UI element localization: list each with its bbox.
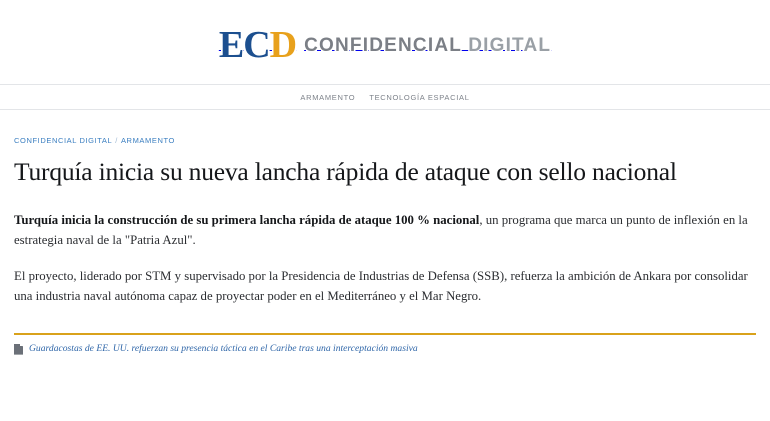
- breadcrumb-item-armamento[interactable]: ARMAMENTO: [120, 136, 175, 145]
- logo-word-digital: DIGITAL: [468, 34, 552, 56]
- breadcrumb-item-confidencial-digital[interactable]: CONFIDENCIAL DIGITAL: [14, 136, 113, 145]
- site-masthead: [0, 0, 770, 64]
- document-icon: [14, 344, 23, 355]
- site-logo[interactable]: [219, 26, 551, 64]
- breadcrumb: [14, 136, 756, 145]
- article-lead-rest: , un programa que marca un punto de inflexión en la estrategia naval de la "Patria Azul".: [14, 213, 748, 248]
- related-article-link[interactable]: Guardacostas de EE. UU. refuerzan su presencia táctica en el Caribe tras una interceptación masiva: [29, 342, 418, 354]
- logo-word-confidencial: CONFIDENCIAL: [304, 34, 462, 56]
- nav-item-armamento[interactable]: ARMAMENTO: [300, 92, 356, 102]
- article-paragraph: El proyecto, liderado por STM y supervisado por la Presidencia de Industrias de Defensa (SSB), refuerza la ambición de Ankara por consolidar una industria naval autónoma capaz de proyectar poder en el Mediterráneo y el Mar Negro.: [14, 268, 748, 303]
- logo-letter-c: C: [243, 24, 270, 66]
- nav-item-tecnologia-espacial[interactable]: TECNOLOGÍA ESPACIAL: [369, 92, 470, 102]
- article-lead: [14, 211, 756, 251]
- article-lead-bold: Turquía inicia la construcción de su primera lancha rápida de ataque 100 % nacional: [14, 213, 480, 228]
- main-navigation: [0, 84, 770, 110]
- related-article: [14, 333, 756, 355]
- logo-letter-d: D: [269, 24, 297, 66]
- logo-letter-e: E: [218, 24, 244, 66]
- breadcrumb-separator: /: [115, 136, 118, 145]
- article-body: [0, 136, 770, 355]
- page-title: Turquía inicia su nueva lancha rápida de ataque con sello nacional: [14, 157, 677, 186]
